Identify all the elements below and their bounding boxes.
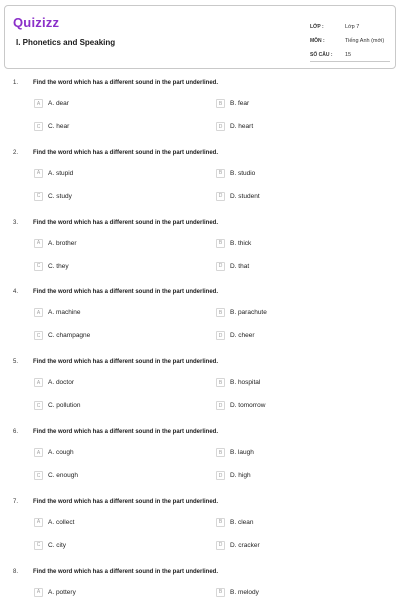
answer-option[interactable] — [34, 401, 81, 410]
option-text: B. studio — [230, 169, 256, 177]
page-title: I. Phonetics and Speaking — [16, 38, 116, 47]
question-number: 4. — [13, 289, 19, 296]
option-text: A. doctor — [48, 379, 75, 387]
answer-option[interactable] — [34, 308, 81, 317]
worksheet-header — [4, 5, 396, 69]
question-count-label: SỐ CÂU : — [310, 51, 333, 58]
option-text: D. cheer — [230, 332, 255, 340]
option-letter-box[interactable]: C — [34, 401, 43, 410]
option-text: A. stupid — [48, 169, 74, 177]
question-number: 6. — [13, 429, 19, 435]
option-text: C. pollution — [48, 402, 81, 410]
option-letter-box[interactable]: A — [34, 239, 43, 248]
option-text: B. fear — [230, 100, 250, 107]
answer-option[interactable] — [34, 192, 72, 201]
answer-option[interactable] — [34, 239, 77, 248]
option-text: D. cracker — [230, 541, 260, 549]
question-text: Find the word which has a different sound in the part underlined. — [33, 289, 219, 296]
question-item — [0, 289, 400, 353]
option-letter-box[interactable]: B — [216, 169, 225, 178]
option-text: C. they — [48, 262, 69, 270]
option-text: C. champagne — [48, 332, 91, 340]
answer-option[interactable] — [34, 518, 74, 527]
answer-option[interactable] — [34, 331, 90, 340]
option-text: C. city — [48, 541, 67, 549]
question-text: Find the word which has a different sound in the part underlined. — [33, 80, 219, 86]
answer-option[interactable] — [216, 448, 254, 457]
answer-option[interactable] — [34, 262, 69, 271]
option-text: C. hear — [48, 123, 70, 130]
answer-option[interactable] — [216, 401, 265, 410]
question-number: 5. — [13, 359, 19, 366]
answer-option[interactable] — [216, 588, 259, 597]
question-text: Find the word which has a different sound in the part underlined. — [33, 568, 219, 575]
option-letter-box[interactable]: B — [216, 308, 225, 317]
option-text: D. tomorrow — [230, 402, 266, 410]
option-letter-box[interactable]: D — [216, 122, 225, 131]
answer-option[interactable] — [216, 262, 249, 271]
class-value: Lớp 7 — [345, 24, 360, 30]
option-letter-box[interactable]: D — [216, 471, 225, 480]
question-item — [0, 359, 400, 423]
option-text: C. enough — [48, 472, 78, 479]
option-letter-box[interactable]: C — [34, 541, 43, 550]
subject-row — [310, 34, 390, 48]
answer-option[interactable] — [216, 239, 251, 248]
quizizz-logo: Quizizz — [13, 15, 60, 30]
option-text: B. laugh — [230, 449, 254, 456]
answer-option[interactable] — [34, 122, 69, 131]
answer-option[interactable] — [34, 99, 69, 108]
answer-option[interactable] — [216, 192, 260, 201]
option-letter-box[interactable]: A — [34, 99, 43, 108]
answer-option[interactable] — [34, 378, 74, 387]
answer-option[interactable] — [216, 169, 255, 178]
answer-option[interactable] — [34, 588, 76, 597]
option-letter-box[interactable]: A — [34, 169, 43, 178]
question-item — [0, 80, 400, 144]
question-number: 8. — [13, 568, 19, 575]
question-number: 1. — [13, 80, 19, 86]
option-letter-box[interactable]: C — [34, 471, 43, 480]
option-letter-box[interactable]: A — [34, 518, 43, 527]
question-item — [0, 569, 400, 600]
option-text: D. student — [230, 192, 260, 200]
question-text: Find the word which has a different sound in the part underlined. — [33, 429, 219, 435]
answer-option[interactable] — [34, 448, 74, 457]
option-text: A. brother — [48, 239, 77, 247]
answer-option[interactable] — [216, 471, 251, 480]
answer-option[interactable] — [216, 99, 249, 108]
option-letter-box[interactable]: A — [34, 308, 43, 317]
question-number: 7. — [13, 498, 19, 505]
option-letter-box[interactable]: D — [216, 331, 225, 340]
option-letter-box[interactable]: B — [216, 518, 225, 527]
subject-value: Tiếng Anh (mới) — [345, 38, 385, 44]
answer-option[interactable] — [34, 169, 73, 178]
option-text: A. machine — [48, 309, 81, 317]
answer-option[interactable] — [216, 331, 255, 340]
option-letter-box[interactable]: C — [34, 192, 43, 201]
answer-option[interactable] — [216, 122, 253, 131]
option-letter-box[interactable]: C — [34, 122, 43, 131]
question-number: 3. — [13, 219, 19, 226]
class-label: LỚP : — [310, 24, 324, 30]
option-letter-box[interactable]: D — [216, 541, 225, 550]
answer-option[interactable] — [34, 471, 78, 480]
answer-option[interactable] — [216, 378, 260, 387]
question-item — [0, 499, 400, 563]
option-text: D. that — [230, 262, 250, 270]
option-text: A. dear — [48, 100, 69, 107]
option-text: C. study — [48, 192, 72, 200]
answer-option[interactable] — [216, 518, 254, 527]
question-text: Find the word which has a different sound in the part underlined. — [33, 219, 219, 226]
question-count-value: 15 — [345, 51, 352, 58]
question-count-row — [310, 48, 390, 62]
question-text: Find the word which has a different sound in the part underlined. — [33, 149, 219, 156]
option-text: B. parachute — [230, 309, 267, 317]
question-item — [0, 150, 400, 214]
class-row — [310, 20, 390, 34]
option-text: B. melody — [230, 588, 259, 596]
answer-option[interactable] — [34, 541, 66, 550]
option-letter-box[interactable]: B — [216, 378, 225, 387]
option-letter-box[interactable]: A — [34, 588, 43, 597]
question-item — [0, 220, 400, 284]
option-letter-box[interactable]: B — [216, 448, 225, 457]
option-letter-box[interactable]: D — [216, 401, 225, 410]
option-text: A. pottery — [48, 588, 76, 596]
option-text: B. clean — [230, 518, 254, 526]
option-letter-box[interactable]: B — [216, 99, 225, 108]
option-text: B. thick — [230, 239, 252, 247]
question-item — [0, 429, 400, 493]
option-letter-box[interactable]: A — [34, 378, 43, 387]
option-text: A. cough — [48, 449, 74, 456]
question-text: Find the word which has a different sound in the part underlined. — [33, 359, 219, 366]
option-text: D. high — [230, 472, 251, 479]
option-letter-box[interactable]: C — [34, 331, 43, 340]
answer-option[interactable] — [216, 541, 260, 550]
option-text: A. collect — [48, 518, 75, 526]
question-text: Find the word which has a different sound in the part underlined. — [33, 498, 219, 505]
option-letter-box[interactable]: A — [34, 448, 43, 457]
option-letter-box[interactable]: B — [216, 588, 225, 597]
option-letter-box[interactable]: C — [34, 262, 43, 271]
question-number: 2. — [13, 149, 19, 156]
answer-option[interactable] — [216, 308, 267, 317]
subject-label: MÔN : — [310, 38, 325, 44]
option-letter-box[interactable]: D — [216, 192, 225, 201]
option-letter-box[interactable]: D — [216, 262, 225, 271]
option-letter-box[interactable]: B — [216, 239, 225, 248]
worksheet-info — [310, 20, 390, 62]
option-text: D. heart — [230, 123, 254, 130]
option-text: B. hospital — [230, 379, 261, 387]
